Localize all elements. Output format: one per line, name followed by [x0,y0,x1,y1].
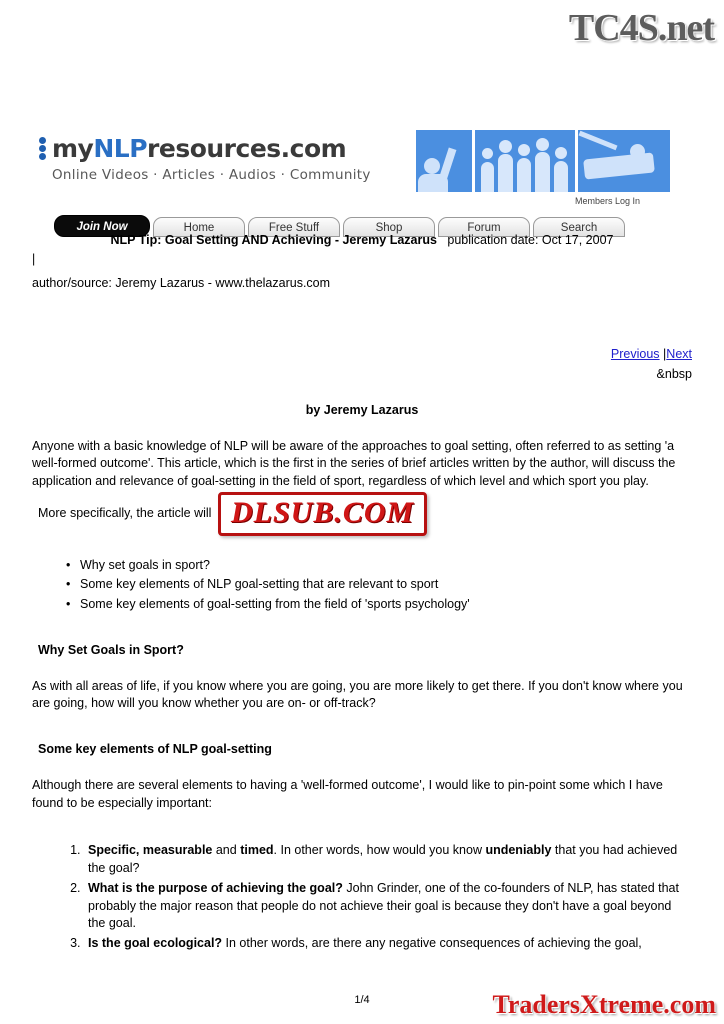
article-title: NLP Tip: Goal Setting AND Achieving - Jeremy Lazarus [110,233,437,247]
article-pager[interactable] [32,346,692,364]
section-heading-why-set-goals: Why Set Goals in Sport? [38,642,184,657]
pipe-separator: | [32,251,36,266]
banner-photo-group-icon [475,130,575,192]
nav-item-shop[interactable]: Shop [343,217,435,237]
item-2-lead: What is the purpose of achieving the goal? [88,880,343,895]
item-2-rest: John Grinder, one of the co-founders of NLP, has stated that probably the major reason that people do not achieve their goal is because they don't have a goal beyond the goal. [88,880,679,931]
next-link[interactable]: Next [666,347,692,362]
article-bullet-list [32,557,692,614]
nav-item-home[interactable]: Home [153,217,245,237]
article-byline: by Jeremy Lazarus [305,402,419,417]
tradersxtreme-watermark: TradersXtreme.com [492,990,716,1019]
section-heading-key-elements: Some key elements of NLP goal-setting [38,742,272,756]
article-paragraph-2: More specifically, the article will [38,505,212,520]
dlsub-watermark: DLSUB.COM [218,492,427,536]
previous-link[interactable]: Previous [610,347,660,362]
list-item [84,842,692,878]
nav-item-search[interactable]: Search [533,217,625,237]
article-publication-date: publication date: Oct 17, 2007 [447,233,614,247]
banner-photo-sport-icon [578,130,670,192]
item-1-bold-three: undeniably [485,843,552,858]
item-1-bold-two: timed [240,843,274,858]
article-author-source: author/source: Jeremy Lazarus - www.thelazarus.com [32,275,331,290]
article-paragraph-3: As with all areas of life, if you know where you are going, you are more likely to get there. If you don't know where you are going, how will you know whether you are on- or off-track? [32,678,683,711]
tc4s-watermark: TC4S.net [568,7,714,49]
article-title-line [32,232,692,250]
nav-item-forum[interactable]: Forum [438,217,530,237]
nbsp-text: &nbsp [656,367,692,381]
article-numbered-list [32,842,692,953]
item-1-mid: and [212,843,241,858]
item-1-rest: . In other words, how would you know [273,843,486,858]
list-item: • Some key elements of NLP goal-setting that are relevant to sport [80,576,692,594]
nav-item-join-now[interactable]: Join Now [54,215,150,237]
logo-wordmark [52,134,346,163]
logo-dots-icon [36,136,50,162]
list-item [84,935,692,953]
item-3-rest: In other words, are there any negative consequences of achieving the goal, [222,936,642,950]
list-item [84,880,692,933]
logo-resources-text: resources.com [147,134,347,163]
pager-separator: | [663,347,667,362]
logo-my-text: my [52,134,94,163]
logo-nlp-text: NLP [93,134,148,163]
item-1-lead: Specific, measurable [88,843,213,858]
article-body [32,232,692,955]
item-1-tail: that you had achieved the goal? [88,843,678,875]
logo-tagline: Online Videos · Articles · Audios · Community [52,167,371,183]
article-paragraph-4: Although there are several elements to having a 'well-formed outcome', I would like to pin-point some which I have found to be especially important: [32,777,663,810]
site-logo[interactable] [36,134,386,183]
list-item: • Some key elements of goal-setting from the field of 'sports psychology' [80,596,692,614]
banner-photo-person-icon [416,130,472,192]
page-number: 1/4 [354,994,370,1006]
item-3-lead: Is the goal ecological? [88,936,223,950]
banner-image-strip [416,130,640,206]
nav-item-free-stuff[interactable]: Free Stuff [248,217,340,237]
members-login-link[interactable]: Members Log In [574,196,640,206]
list-item: • Why set goals in sport? [80,557,692,575]
article-paragraph-1: Anyone with a basic knowledge of NLP will be aware of the approaches to goal setting, often referred to as setting 'a well-formed outcome'. This article, which is the first in the series of brief articles written by the author, will discuss the application and relevance of goal-setting in the field of sport, regardless of which level and which sport you play. [32,438,676,488]
